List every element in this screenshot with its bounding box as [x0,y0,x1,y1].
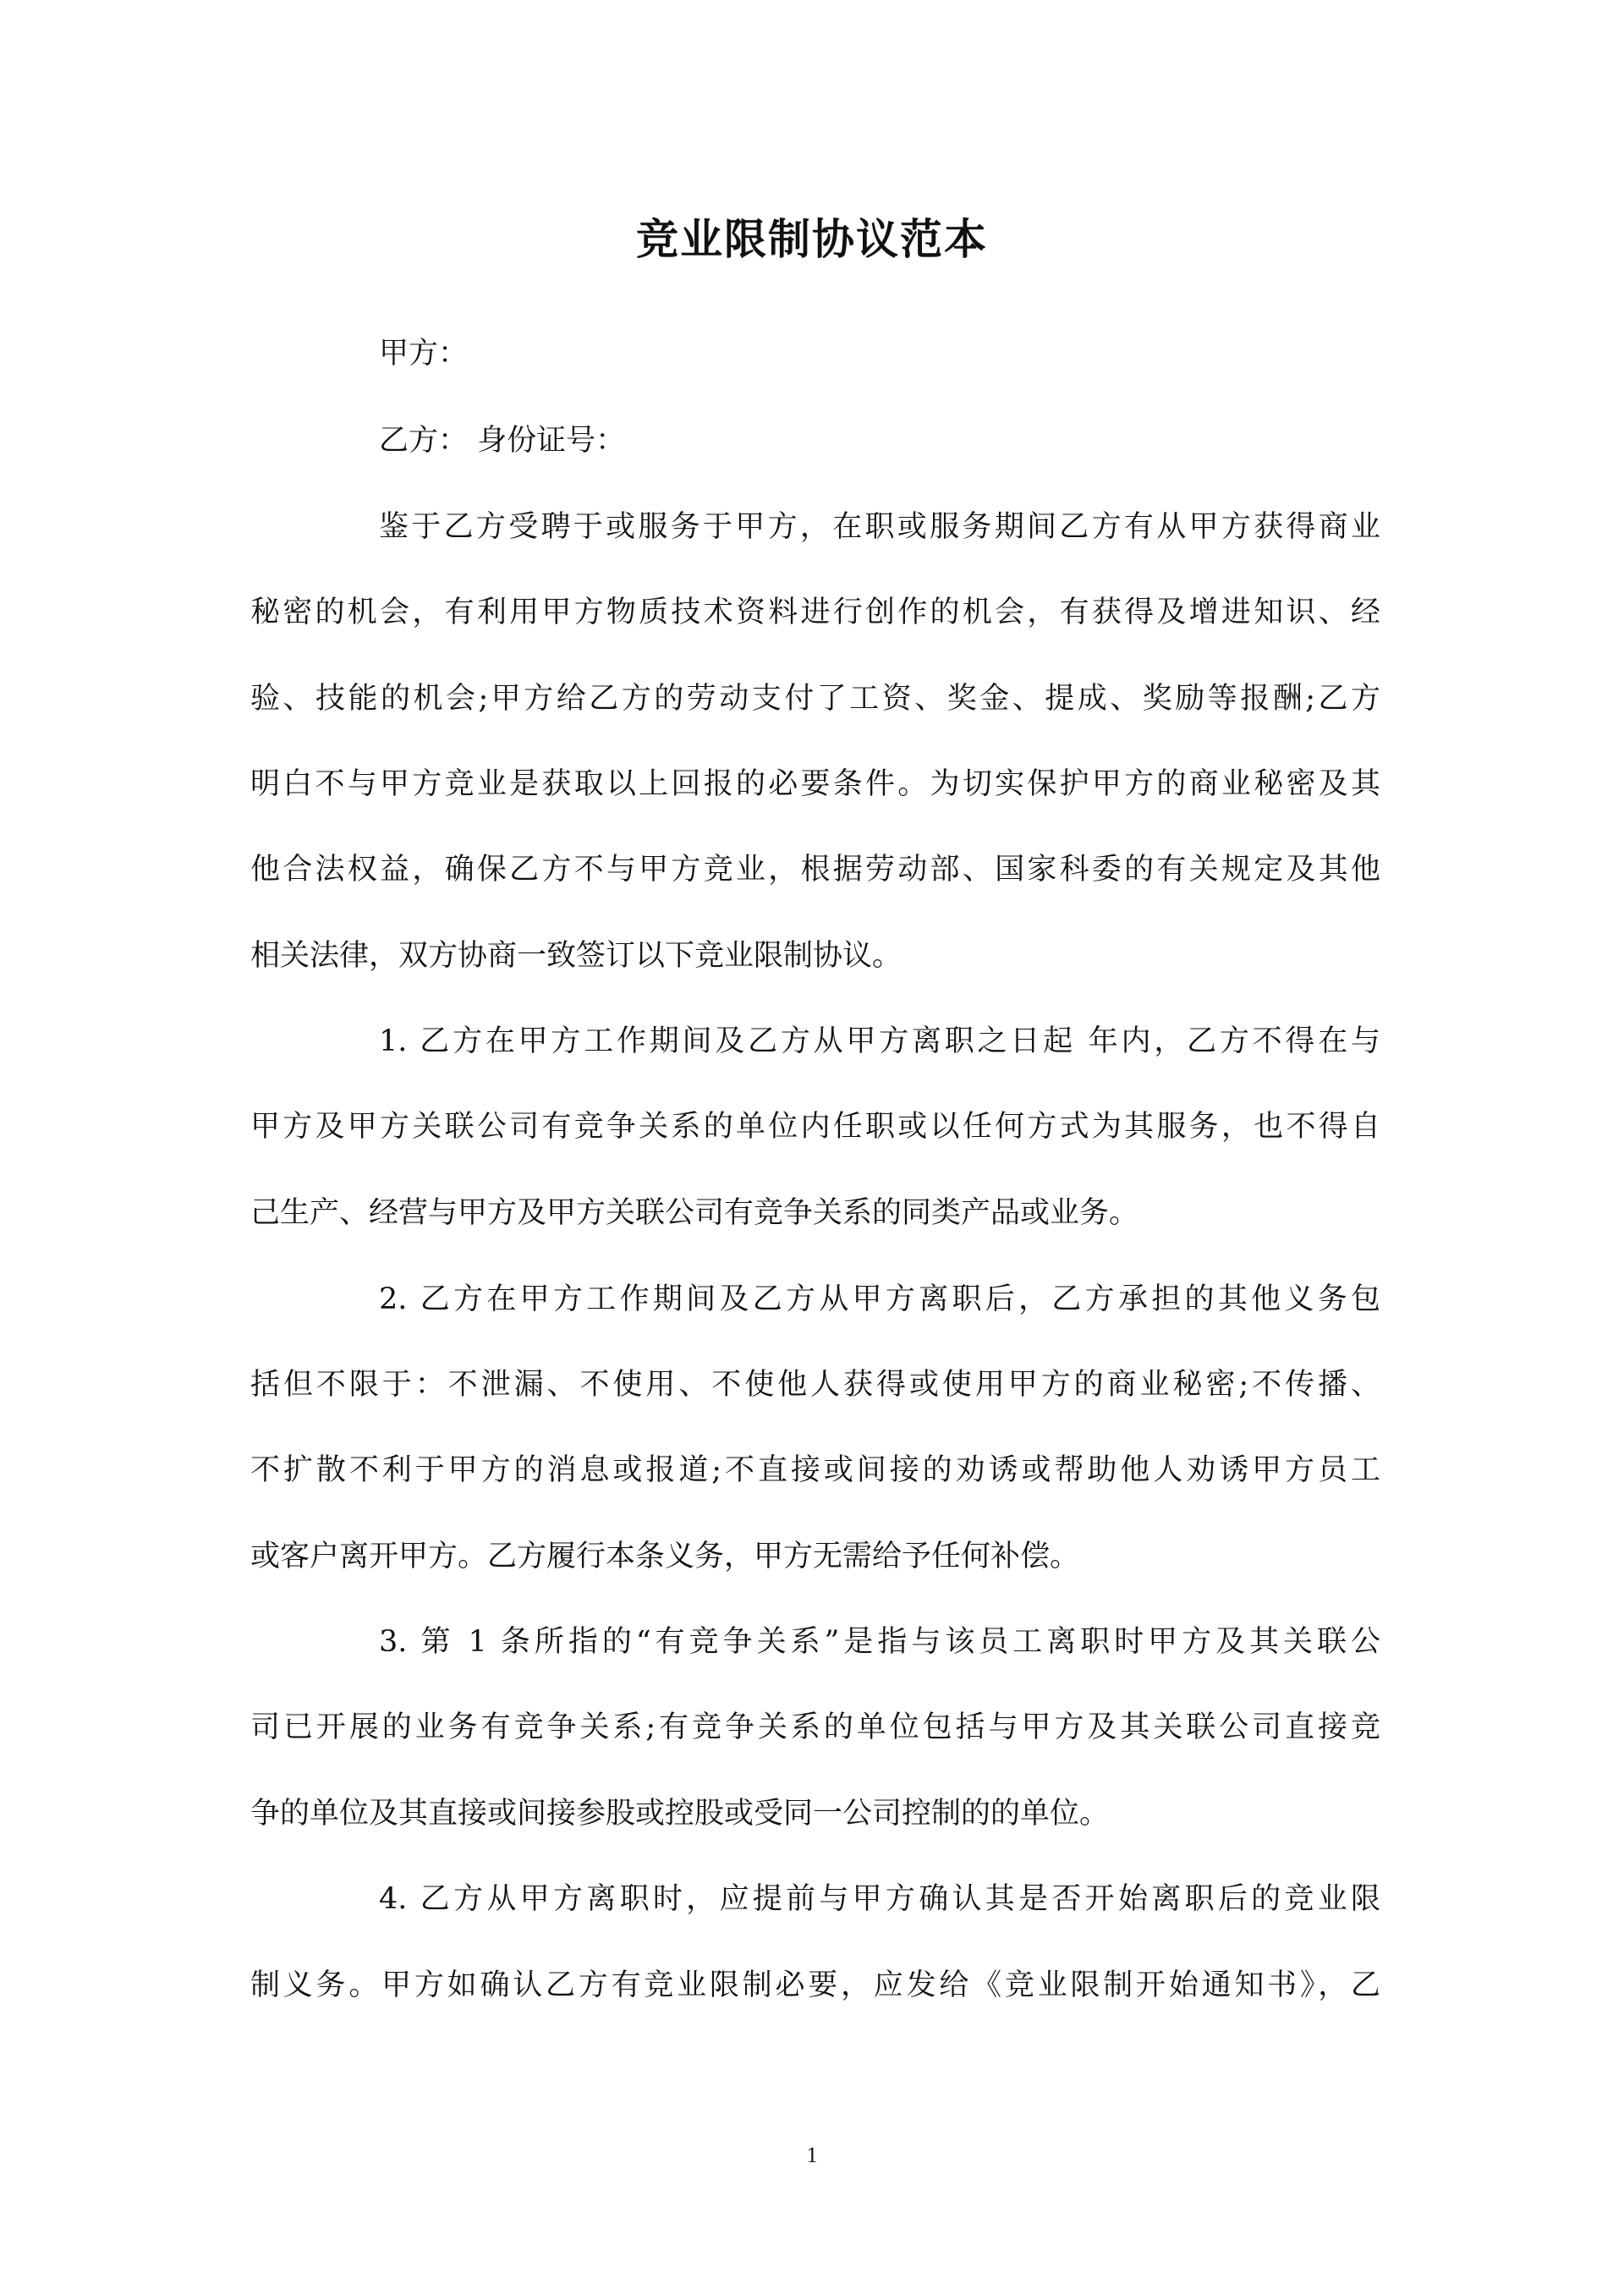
body-line: 相关法律，双方协商一致签订以下竞业限制协议。 [250,939,903,973]
clause-2-line: 2. 乙方在甲方工作期间及乙方从甲方离职后，乙方承担的其他义务包 [379,1282,1380,1316]
body-line: 他合法权益，确保乙方不与甲方竞业，根据劳动部、国家科委的有关规定及其他 [250,853,1380,887]
body-line: 秘密的机会，有利用甲方物质技术资料进行创作的机会，有获得及增进知识、经 [250,596,1380,629]
clause-3-line: 争的单位及其直接或间接参股或控股或受同一公司控制的的单位。 [250,1797,1110,1831]
clause-2-line: 或客户离开甲方。乙方履行本条义务，甲方无需给予任何补偿。 [250,1540,1080,1573]
clause-1-line: 甲方及甲方关联公司有竞争关系的单位内任职或以任何方式为其服务，也不得自 [250,1110,1380,1144]
body-line: 鉴于乙方受聘于或服务于甲方，在职或服务期间乙方有从甲方获得商业 [379,510,1380,544]
clause-4-line: 制义务。甲方如确认乙方有竞业限制必要，应发给《竞业限制开始通知书》，乙 [250,1968,1380,2002]
clause-1-line: 1. 乙方在甲方工作期间及乙方从甲方离职之日起 年内，乙方不得在与 [379,1024,1380,1058]
party-a-line: 甲方： [379,337,469,371]
clause-2-line: 括但不限于：不泄漏、不使用、不使他人获得或使用甲方的商业秘密;不传播、 [250,1368,1380,1402]
clause-4-line: 4. 乙方从甲方离职时，应提前与甲方确认其是否开始离职后的竞业限 [379,1882,1380,1916]
clause-3-line: 3. 第 1 条所指的“有竞争关系”是指与该员工离职时甲方及其关联公 [379,1625,1380,1659]
clause-1-line: 己生产、经营与甲方及甲方关联公司有竞争关系的同类产品或业务。 [250,1196,1139,1230]
page-number: 1 [806,2143,818,2167]
body-line: 验、技能的机会;甲方给乙方的劳动支付了工资、奖金、提成、奖励等报酬;乙方 [250,682,1380,716]
party-b-line: 乙方： 身份证号： [379,424,626,458]
clause-3-line: 司已开展的业务有竞争关系;有竞争关系的单位包括与甲方及其关联公司直接竞 [250,1710,1380,1744]
document-title: 竞业限制协议范本 [636,214,988,264]
body-line: 明白不与甲方竞业是获取以上回报的必要条件。为切实保护甲方的商业秘密及其 [250,767,1380,801]
clause-2-line: 不扩散不利于甲方的消息或报道;不直接或间接的劝诱或帮助他人劝诱甲方员工 [250,1453,1380,1487]
